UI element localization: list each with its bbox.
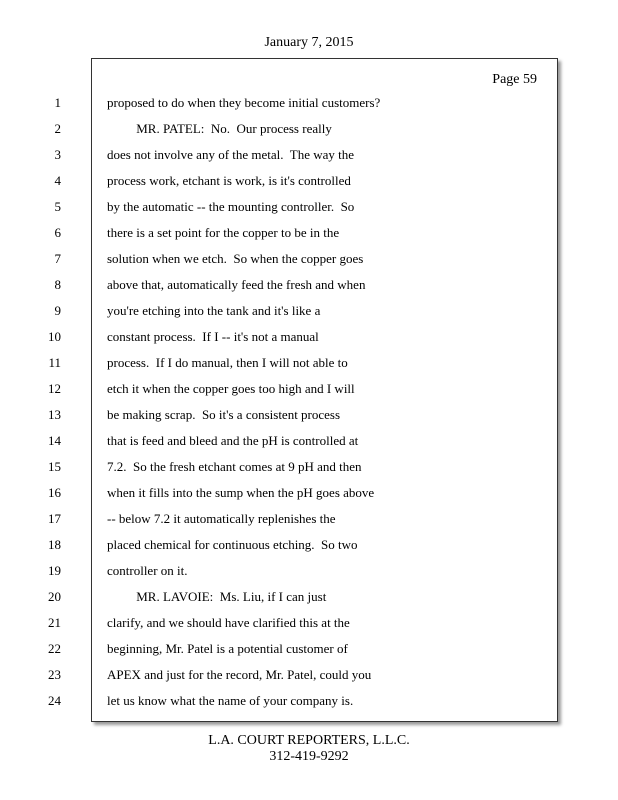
line-text: 7.2. So the fresh etchant comes at 9 pH and then <box>107 459 362 474</box>
page-number: Page 59 <box>492 72 537 87</box>
line-text: that is feed and bleed and the pH is controlled at <box>107 433 359 448</box>
footer-phone: 312-419-9292 <box>269 749 349 764</box>
line-text: MR. LAVOIE: Ms. Liu, if I can just <box>107 589 327 604</box>
line-text: controller on it. <box>107 563 188 578</box>
line-text: does not involve any of the metal. The way the <box>107 147 355 162</box>
line-text: let us know what the name of your company is. <box>107 693 354 708</box>
line-number: 17 <box>48 511 61 526</box>
line-number: 21 <box>48 615 61 630</box>
line-text: etch it when the copper goes too high and I will <box>107 381 355 396</box>
line-text: MR. PATEL: No. Our process really <box>107 121 332 136</box>
line-number: 1 <box>54 95 61 110</box>
line-number: 20 <box>48 589 61 604</box>
line-number: 19 <box>48 563 61 578</box>
line-number: 16 <box>48 485 61 500</box>
line-number: 22 <box>48 641 61 656</box>
line-text: there is a set point for the copper to be in the <box>107 225 340 240</box>
line-text: clarify, and we should have clarified this at the <box>107 615 350 630</box>
line-number: 7 <box>54 251 61 266</box>
line-number: 2 <box>54 121 61 136</box>
line-text: you're etching into the tank and it's like a <box>107 303 321 318</box>
line-number: 4 <box>54 173 61 188</box>
line-number: 3 <box>54 147 61 162</box>
line-text: placed chemical for continuous etching. So two <box>107 537 358 552</box>
line-number: 15 <box>48 459 61 474</box>
line-text: beginning, Mr. Patel is a potential customer of <box>107 641 348 656</box>
line-text: proposed to do when they become initial customers? <box>107 95 381 110</box>
transcript-date: January 7, 2015 <box>264 35 354 50</box>
line-text: when it fills into the sump when the pH goes above <box>107 485 375 500</box>
line-text: process work, etchant is work, is it's controlled <box>107 173 351 188</box>
line-number: 18 <box>48 537 61 552</box>
transcript-lines <box>48 59 557 721</box>
line-text: above that, automatically feed the fresh and when <box>107 277 366 292</box>
line-text: be making scrap. So it's a consistent process <box>107 407 341 422</box>
line-number: 11 <box>48 355 61 370</box>
line-number: 10 <box>48 329 61 344</box>
transcript-page <box>48 58 558 722</box>
line-text: solution when we etch. So when the copper goes <box>107 251 364 266</box>
line-number: 13 <box>48 407 61 422</box>
line-number: 12 <box>48 381 61 396</box>
line-number: 9 <box>54 303 61 318</box>
line-number: 6 <box>54 225 61 240</box>
line-text: by the automatic -- the mounting controller. So <box>107 199 355 214</box>
line-text: constant process. If I -- it's not a manual <box>107 329 319 344</box>
line-number: 5 <box>54 199 61 214</box>
line-text: APEX and just for the record, Mr. Patel, could you <box>107 667 372 682</box>
line-number: 8 <box>54 277 61 292</box>
line-text: -- below 7.2 it automatically replenishes the <box>107 511 336 526</box>
line-number: 14 <box>48 433 61 448</box>
line-text: process. If I do manual, then I will not able to <box>107 355 348 370</box>
line-number: 23 <box>48 667 61 682</box>
line-number: 24 <box>48 693 61 708</box>
footer-company: L.A. COURT REPORTERS, L.L.C. <box>208 733 410 748</box>
